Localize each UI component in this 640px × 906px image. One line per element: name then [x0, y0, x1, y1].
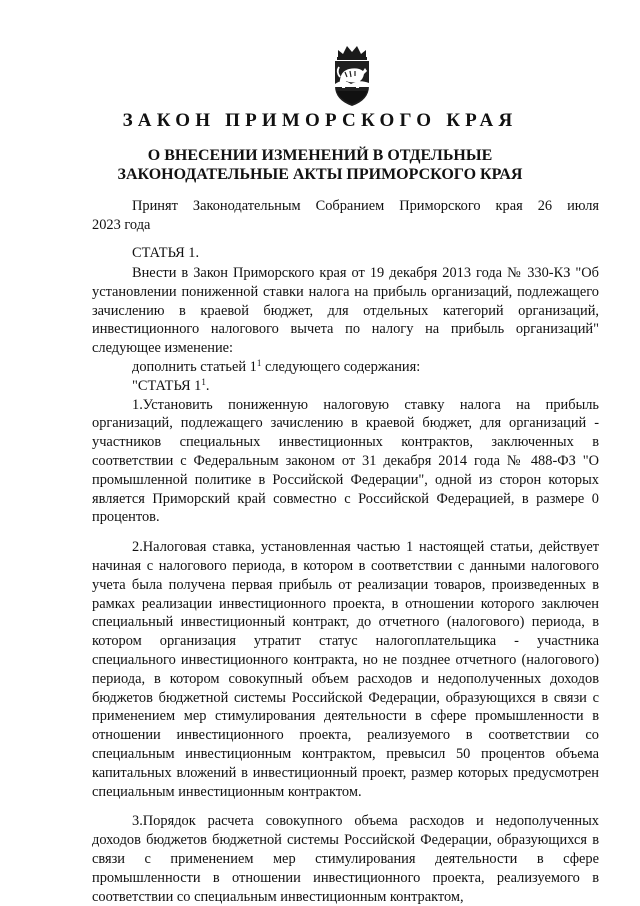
new-article-superscript: 1 — [201, 376, 206, 387]
supplement-superscript: 1 — [256, 357, 262, 368]
law-subtitle-line-1: О ВНЕСЕНИИ ИЗМЕНЕНИЙ В ОТДЕЛЬНЫЕ — [147, 147, 493, 164]
adoption-statement-line-1: Принят Законодательным Собранием Приморского края 26 июля — [132, 198, 599, 214]
adoption-statement-line-2: 2023 года — [92, 217, 151, 233]
article-body — [92, 264, 599, 906]
new-article-prefix: "СТАТЬЯ 1 — [132, 377, 202, 394]
new-article-suffix: . — [205, 377, 210, 394]
article-heading: СТАТЬЯ 1. — [132, 245, 200, 261]
adoption-statement — [92, 197, 599, 235]
supplement-suffix: следующего содержания: — [261, 358, 421, 375]
point-3-paragraph: 3.Порядок расчета совокупного объема расходов и недополученных доходов бюджетов бюджетной системы Российской Федерации, образующихся в связи с применением мер стимулирования деятельности в сфере промышленности в отношении инвестиционного проекта, реализуемого в соответствии со специальным инвестиционным контрактом, — [92, 813, 599, 905]
point-2-paragraph: 2.Налоговая ставка, установленная частью 1 настоящей статьи, действует начиная с налогового периода, в котором в соответствии с данными налогового учета была получена первая прибыль от реализации товаров, произведенных в рамках реализации инвестиционного проекта, в отношении которого заключен специальный инвестиционный контракт, до отчетного (налогового) периода, в котором организация утратит статус налогоплательщика - участника специального инвестиционного контракта, но не позднее отчетного (налогового) периода, в котором совокупный объем расходов и недополученных доходов бюджетов бюджетной системы Российской Федерации, образующихся в связи с применением мер стимулирования деятельности в сфере промышленности в отношении инвестиционного проекта, реализуемого в соответствии со специальным инвестиционным контрактом, превысил 50 процентов объема капитальных вложений в инвестиционный проект, размер которых предусмотрен специальным инвестиционным контрактом. — [92, 539, 599, 800]
intro-paragraph: Внести в Закон Приморского края от 19 декабря 2013 года № 330-КЗ "Об установлении пониженной ставки налога на прибыль организаций, подлежащего зачислению в краевой бюджет, для отдельных категорий организаций, инвестиционного налогового вычета по налогу на прибыль организаций" следующее изменение: — [92, 265, 599, 357]
new-article-heading — [92, 377, 599, 396]
point-1-paragraph: 1.Установить пониженную налоговую ставку налога на прибыль организаций, подлежащего зачислению в краевой бюджет, для организаций - участников специальных инвестиционных контрактов, заключенных в соответствии с Федеральным законом от 31 декабря 2014 года № 488-ФЗ "О промышленной политике в Российской Федерации", одной из сторон которых является Приморский край совместно с Российской Федерацией, в размере 0 процентов. — [92, 396, 599, 526]
primorsky-krai-coat-of-arms-icon — [327, 44, 377, 108]
supplement-line — [92, 358, 599, 377]
law-title: ЗАКОН ПРИМОРСКОГО КРАЯ — [122, 110, 518, 131]
supplement-prefix: дополнить статьей 1 — [132, 358, 257, 375]
law-subtitle-line-2: ЗАКОНОДАТЕЛЬНЫЕ АКТЫ ПРИМОРСКОГО КРАЯ — [117, 166, 523, 183]
